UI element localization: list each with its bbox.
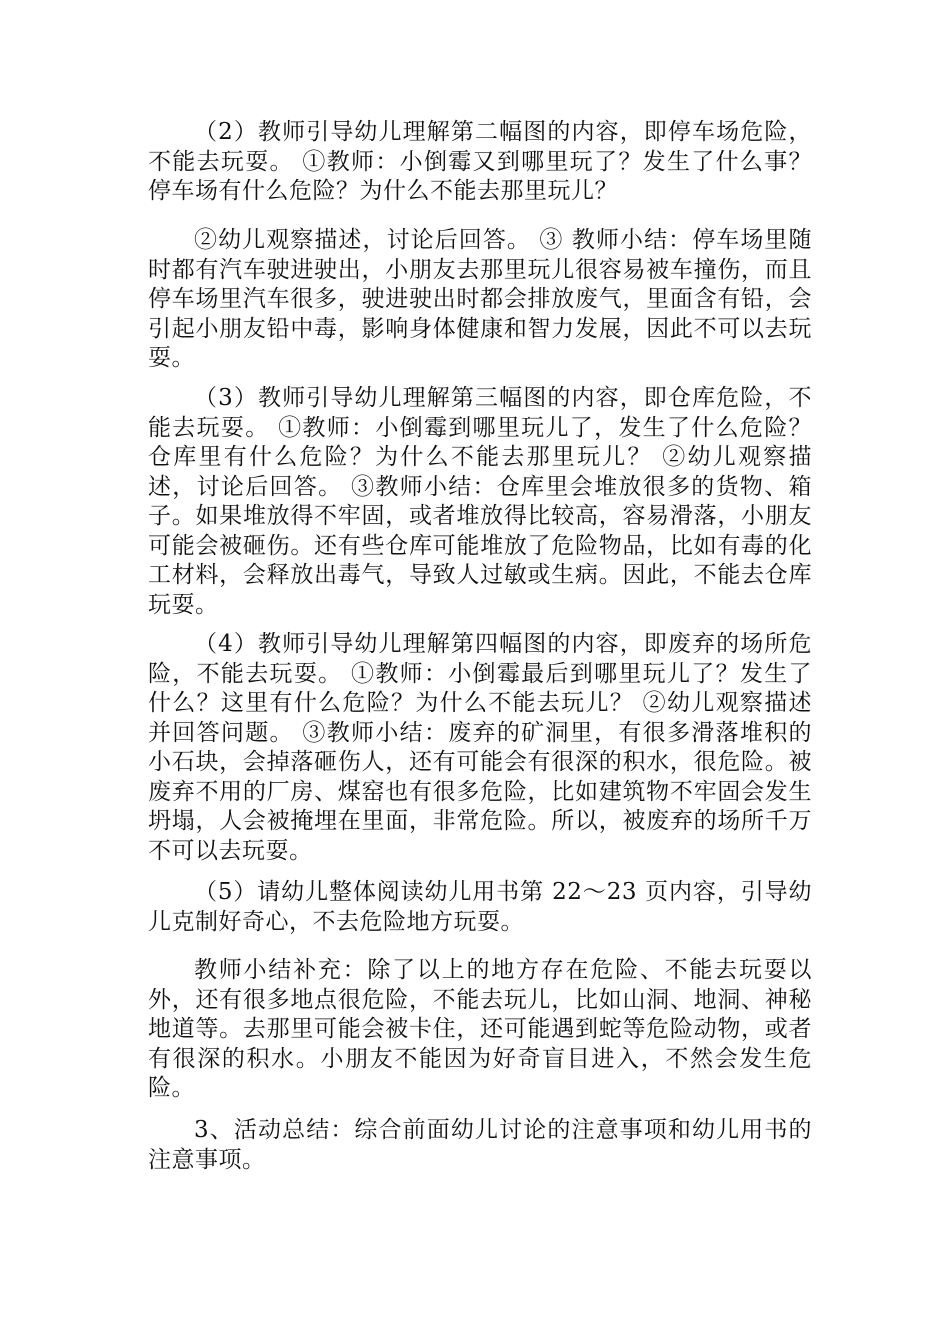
paragraph-step-5: （5）请幼儿整体阅读幼儿用书第 22～23 页内容，引导幼儿克制好奇心，不去危险地方玩耍。 xyxy=(148,879,812,935)
paragraph-activity-summary: 3、活动总结：综合前面幼儿讨论的注意事项和幼儿用书的注意事项。 xyxy=(148,1117,812,1173)
paragraph-step-2: （2）教师引导幼儿理解第二幅图的内容，即停车场危险，不能去玩耍。 ①教师：小倒霉又到哪里玩了？发生了什么事？停车场有什么危险？为什么不能去那里玩儿？ xyxy=(148,119,812,204)
paragraph-step-2-summary: ②幼儿观察描述，讨论后回答。 ③ 教师小结：停车场里随时都有汽车驶进驶出，小朋友去那里玩儿很容易被车撞伤，而且停车场里汽车很多，驶进驶出时都会排放废气，里面含有铅，会引起小朋友铅中毒，影响身体健康和智力发展，因此不可以去玩耍。 xyxy=(148,227,812,371)
paragraph-teacher-supplement: 教师小结补充：除了以上的地方存在危险、不能去玩耍以外，还有很多地点很危险，不能去玩儿，比如山洞、地洞、神秘地道等。去那里可能会被卡住，还可能遇到蛇等危险动物，或者有很深的积水。小朋友不能因为好奇盲目进入，不然会发生危险。 xyxy=(148,957,812,1101)
paragraph-step-4: （4）教师引导幼儿理解第四幅图的内容，即废弃的场所危险，不能去玩耍。 ①教师：小倒霉最后到哪里玩儿了？发生了什么？这里有什么危险？为什么不能去玩儿？ ②幼儿观察描述并回答问题。 ③教师小结：废弃的矿洞里，有很多滑落堆积的小石块，会掉落砸伤人，还有可能会有很深的积水，很危险。被废弃不用的厂房、煤窑也有很多危险，比如建筑物不牢固会发生坍塌，人会被掩埋在里面，非常危险。所以，被废弃的场所千万不可以去玩耍。 xyxy=(148,631,812,864)
paragraph-step-3: （3）教师引导幼儿理解第三幅图的内容，即仓库危险，不能去玩耍。 ①教师：小倒霉到哪里玩儿了，发生了什么危险？仓库里有什么危险？为什么不能去那里玩儿？ ②幼儿观察描述，讨论后回答。 ③教师小结：仓库里会堆放很多的货物、箱子。如果堆放得不牢固，或者堆放得比较高，容易滑落，小朋友可能会被砸伤。还有些仓库可能堆放了危险物品，比如有毒的化工材料，会释放出毒气，导致人过敏或生病。因此，不能去仓库玩耍。 xyxy=(148,385,812,618)
